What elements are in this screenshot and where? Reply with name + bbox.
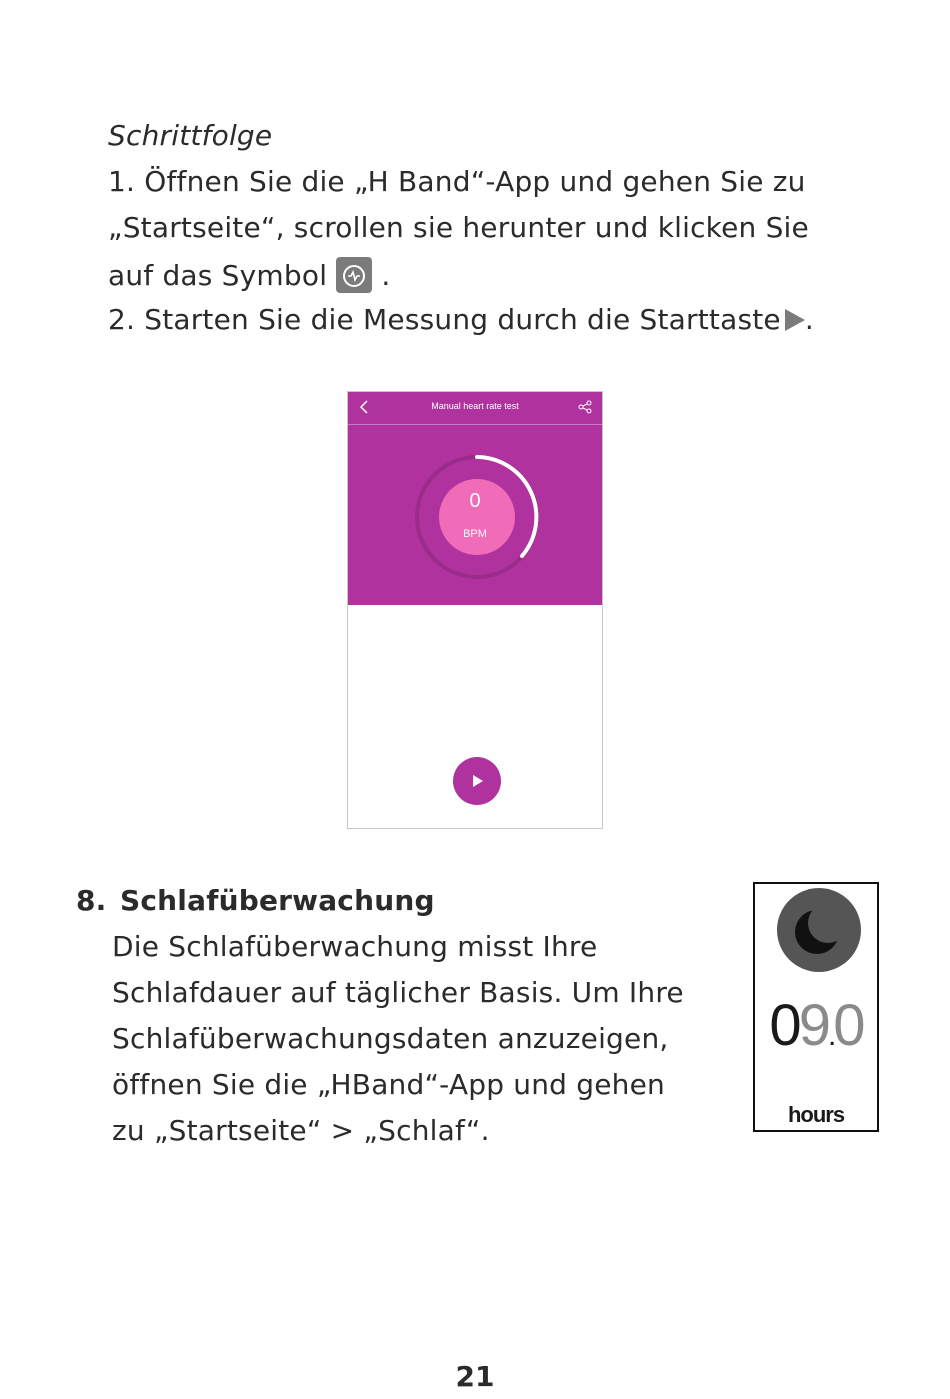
share-icon[interactable]	[578, 400, 592, 414]
bpm-value: 0	[469, 490, 481, 512]
section8-line: Die Schlafüberwachung misst Ihre	[112, 930, 598, 963]
bpm-label: BPM	[463, 528, 487, 540]
section8-title: Schlafüberwachung	[120, 884, 435, 917]
step2-end: .	[804, 303, 814, 336]
steps-heading: Schrittfolge	[108, 119, 273, 152]
step1-line3-text: auf das Symbol	[108, 259, 328, 292]
heart-rate-gauge	[412, 452, 542, 582]
sleep-widget	[753, 882, 879, 1132]
play-icon	[473, 775, 483, 787]
sleep-digit-hours: 0	[769, 993, 799, 1058]
section8-number: 8.	[76, 884, 107, 917]
sleep-digit-decimal: 0	[833, 993, 863, 1058]
sleep-decimal-dot: .	[827, 1019, 834, 1052]
phone-screenshot	[347, 391, 603, 829]
sleep-duration	[755, 993, 877, 1066]
section8-line: Schlafdauer auf täglicher Basis. Um Ihre	[112, 976, 684, 1009]
play-icon	[785, 309, 805, 331]
moon-icon	[776, 887, 862, 973]
phone-topbar	[348, 392, 602, 425]
step2-text: 2. Starten Sie die Messung durch die Starttaste	[108, 303, 781, 336]
step2-line	[108, 303, 814, 337]
step1-line3	[108, 257, 391, 293]
section8-line: öffnen Sie die „HBand“-App und gehen	[112, 1068, 665, 1101]
heart-rate-icon	[336, 257, 372, 293]
sleep-unit: hours	[787, 1102, 845, 1127]
page-number: 21	[455, 1360, 495, 1393]
phone-header	[348, 392, 602, 605]
step1-line3-end: .	[372, 259, 391, 292]
section8-line: zu „Startseite“ > „Schlaf“.	[112, 1114, 490, 1147]
section8-line: Schlafüberwachungsdaten anzuzeigen,	[112, 1022, 669, 1055]
start-measurement-button[interactable]	[453, 757, 501, 805]
step1-line2: „Startseite“, scrollen sie herunter und klicken Sie	[108, 211, 809, 244]
sleep-digit-9: 9	[798, 993, 828, 1058]
phone-title: Manual heart rate test	[431, 401, 519, 411]
step1-line1: 1. Öffnen Sie die „H Band“-App und gehen Sie zu	[108, 165, 806, 198]
